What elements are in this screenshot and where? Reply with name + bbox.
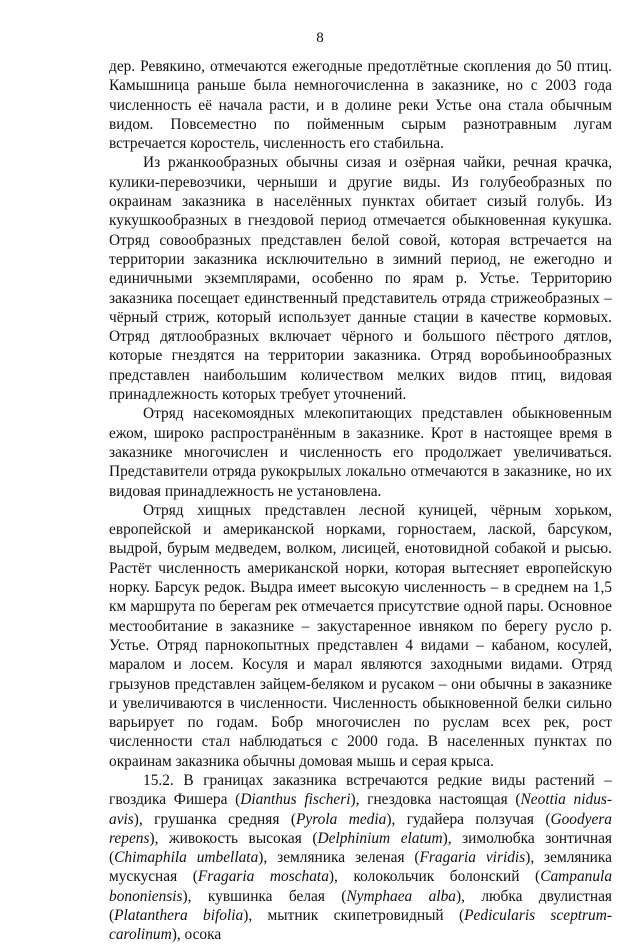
paragraph-text: ), колокольчик болонский ( bbox=[328, 868, 541, 886]
paragraph-text: ), живокость высокая ( bbox=[149, 829, 318, 847]
latin-species-name: Dianthus fischeri bbox=[240, 791, 351, 809]
latin-species-name: Pedicularis sceptrum-carolinum bbox=[109, 907, 612, 944]
paragraph-text: ), любка двулистная ( bbox=[109, 887, 612, 925]
body-paragraph bbox=[109, 57, 612, 153]
paragraph-text: ), мытник скипетровидный ( bbox=[243, 907, 465, 925]
paragraph-text: ), кувшинка белая ( bbox=[182, 887, 347, 905]
document-body bbox=[109, 57, 612, 945]
paragraph-text: Из ржанкообразных обычны сизая и озёрная чайки, речная крачка, кулики-перевозчики, черныши и другие виды. Из голубеобразных по окраинам заказника в населённых пунктах обитает сизый голубь. Из кукушкообразных в гнездовой период отмечается обыкновенная кукушка. Отряд совообразных представлен белой совой, которая встречается на территории заказника исключительно в зимний период, не ежегодно и единичными экземплярами, особенно по ярам р. Устье. Территорию заказника посещает единственный представитель отряда стрижеобразных – чёрный стриж, который использует данные стации в качестве кормовых. Отряд дятлообразных включает чёрного и большого пёстрого дятлов, которые гнездятся на территории заказника. Отряд воробьинообразных представлен наибольшим количеством мелких видов птиц, видовая принадлежность которых требует уточнений. bbox=[109, 154, 612, 404]
latin-species-name: Goodyera repens bbox=[109, 810, 613, 847]
latin-species-name: Fragaria moschata bbox=[197, 868, 329, 886]
paragraph-text: ), земляника мускусная ( bbox=[109, 849, 612, 886]
body-paragraph bbox=[109, 771, 612, 945]
paragraph-text: ), гнездовка настоящая ( bbox=[350, 791, 521, 809]
paragraph-text: дер. Ревякино, отмечаются ежегодные предотлётные скопления до 50 птиц. Камышница раньше была немногочисленна в заказнике, но с 2003 года численность её начала расти, и в долине реки Устье она стала обычным видом. Повсеместно по пойменным сырым разнотравным лугам встречается коростель, численность его стабильна. bbox=[109, 58, 612, 153]
latin-species-name: Nymphaea alba bbox=[346, 887, 456, 905]
latin-species-name: Chimaphila umbellata bbox=[114, 849, 259, 867]
page-number: 8 bbox=[316, 30, 324, 46]
body-paragraph bbox=[109, 501, 612, 771]
latin-species-name: Neottia nidus-avis bbox=[109, 791, 613, 828]
latin-species-name: Pyrola media bbox=[295, 810, 387, 828]
paragraph-text: ), грушанка средняя ( bbox=[133, 810, 296, 828]
paragraph-text: ), зимолюбка зонтичная ( bbox=[109, 829, 612, 867]
paragraph-text: ), осока bbox=[171, 926, 222, 944]
body-paragraph bbox=[109, 153, 612, 404]
body-paragraph bbox=[109, 404, 612, 500]
latin-species-name: Platanthera bifolia bbox=[114, 907, 244, 925]
latin-species-name: Campanula bononiensis bbox=[109, 868, 613, 905]
paragraph-text: ), земляника зеленая ( bbox=[258, 849, 420, 867]
latin-species-name: Delphinium elatum bbox=[317, 829, 443, 847]
paragraph-text: 15.2. В границах заказника встречаются редкие виды растений – гвоздика Фишера ( bbox=[109, 771, 612, 809]
paragraph-text: Отряд насекомоядных млекопитающих представлен обыкновенным ежом, широко распространённым в заказнике. Крот в настоящее время в заказнике многочислен и численность его продолжает увеличиваться. Представители отряда рукокрылых локально отмечаются в заказнике, но их видовая принадлежность не установлена. bbox=[109, 405, 612, 500]
paragraph-text: Отряд хищных представлен лесной куницей, чёрным хорьком, европейской и американской норками, горностаем, лаской, барсуком, выдрой, бурым медведем, волком, лисицей, енотовидной собакой и рысью. Растёт численность американской норки, которая вытесняет европейскую норку. Барсук редок. Выдра имеет высокую численность – в среднем на 1,5 км маршрута по берегам рек отмечается присутствие одной пары. Основное местообитание в заказнике – закустаренное ивняком по берегу русло р. Устье. Отряд парнокопытных представлен 4 видами – кабаном, косулей, маралом и лосем. Косуля и марал являются заходными видами. Отряд грызунов представлен зайцем-беляком и русаком – они обычны в заказнике и увеличиваются в численности. Численность обыкновенной белки сильно варьирует по годам. Бобр многочислен по руслам всех рек, рост численности стал наблюдаться с 2000 года. В населенных пунктах по окраинам заказника обычны домовая мышь и серая крыса. bbox=[109, 501, 612, 770]
latin-species-name: Fragaria viridis bbox=[419, 849, 526, 867]
paragraph-text: ), гудайера ползучая ( bbox=[386, 810, 551, 828]
